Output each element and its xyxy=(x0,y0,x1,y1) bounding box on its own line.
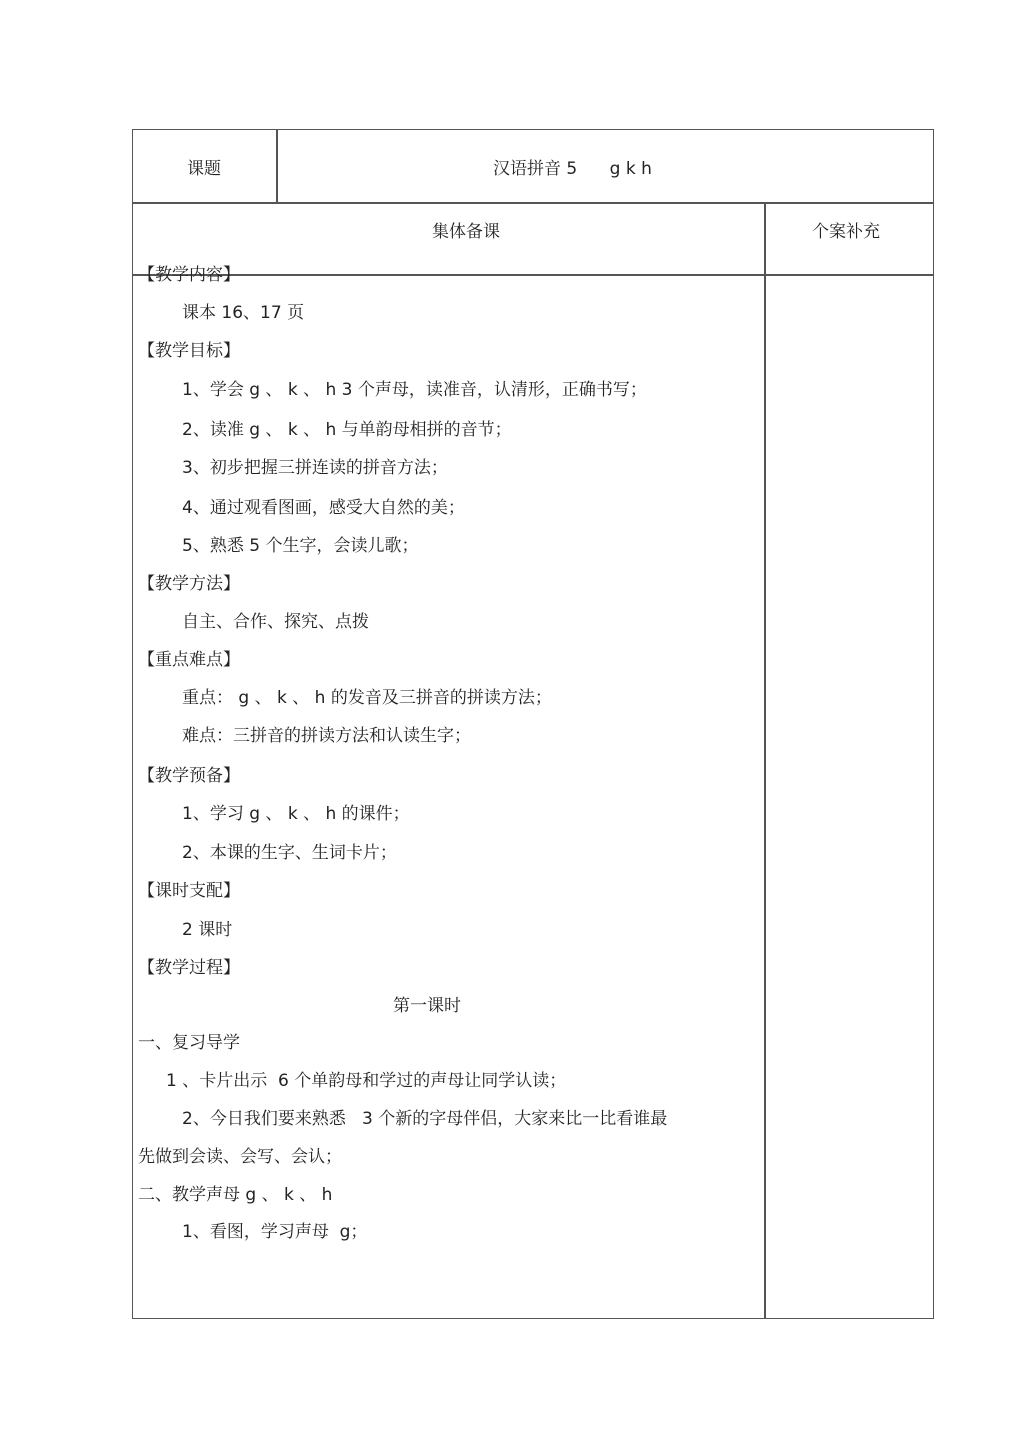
subject-label: 课题 xyxy=(187,159,221,179)
body-line: 1、看图，学习声母 g； xyxy=(182,1222,368,1242)
subject-value: 汉语拼音 5 g k h xyxy=(493,159,652,179)
body-line: 1、学会 g 、 k 、 h 3 个声母，读准音，认清形，正确书写； xyxy=(182,380,647,400)
lesson-subtitle: 第一课时 xyxy=(393,996,461,1016)
section-heading-preparation: 【教学预备】 xyxy=(138,766,240,786)
body-line: 4、通过观看图画，感受大自然的美； xyxy=(182,498,465,518)
body-line: 2、今日我们要来熟悉 3 个新的字母伴侣，大家来比一比看谁最 xyxy=(182,1109,668,1129)
body-line: 1、学习 g 、 k 、 h 的课件； xyxy=(182,804,410,824)
body-line: 自主、合作、探究、点拨 xyxy=(182,612,369,632)
section-heading-goals: 【教学目标】 xyxy=(138,341,240,361)
collective-label: 集体备课 xyxy=(432,222,500,242)
section-heading-schedule: 【课时支配】 xyxy=(138,881,240,901)
section-heading-content: 【教学内容】 xyxy=(138,265,240,285)
body-line: 5、熟悉 5 个生字，会读儿歌； xyxy=(182,536,419,556)
individual-label: 个案补充 xyxy=(812,222,880,242)
section-heading-process: 【教学过程】 xyxy=(138,958,240,978)
body-line: 难点：三拼音的拼读方法和认读生字； xyxy=(182,726,471,746)
column-divider xyxy=(764,203,766,1318)
step-heading: 二、教学声母 g 、 k 、 h xyxy=(138,1185,333,1205)
body-line: 3、初步把握三拼连读的拼音方法； xyxy=(182,458,448,478)
header-row-border xyxy=(133,202,933,204)
section-heading-key-points: 【重点难点】 xyxy=(138,650,240,670)
body-line: 先做到会读、会写、会认； xyxy=(138,1147,342,1167)
body-line: 2 课时 xyxy=(182,920,233,940)
body-line: 2、读准 g 、 k 、 h 与单韵母相拼的音节； xyxy=(182,420,512,440)
second-row-border xyxy=(133,274,933,276)
section-heading-methods: 【教学方法】 xyxy=(138,574,240,594)
body-line: 2、本课的生字、生词卡片； xyxy=(182,843,397,863)
step-heading: 一、复习导学 xyxy=(138,1033,240,1053)
body-line: 重点： g 、 k 、 h 的发音及三拼音的拼读方法； xyxy=(182,688,552,708)
body-line: 课本 16、17 页 xyxy=(182,303,305,323)
body-line: 1 、卡片出示 6 个单韵母和学过的声母让同学认读； xyxy=(166,1071,567,1091)
subject-divider xyxy=(276,130,278,203)
